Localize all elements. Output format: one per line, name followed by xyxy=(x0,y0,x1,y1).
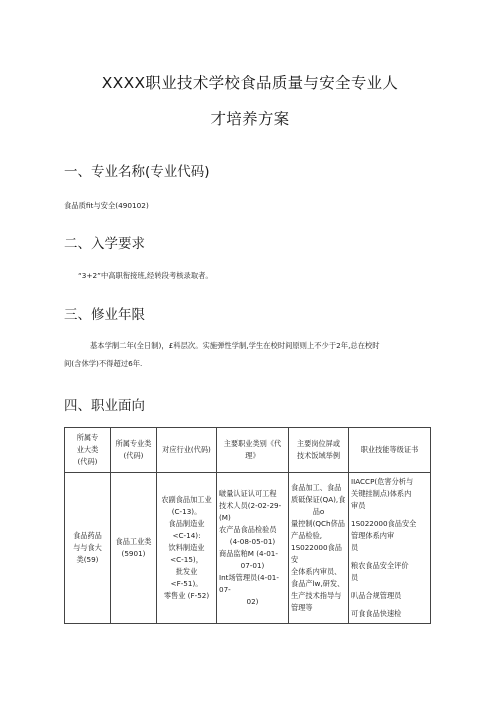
major-name-text: 食品质fit与安全(490102) xyxy=(64,201,149,210)
duration-text-line-2: 间(含休学)不得超过6年. xyxy=(64,359,143,368)
section-heading-occupation: 四、职业面向 xyxy=(64,398,145,414)
cell-job-positions: 食品加工、食品 质砥保证(QA),食 品o 量控制(QCh侪品 产品检验, 1S022000食品安 全体系内审员、 食品产lw,研发、 生产技术指导与 管理等 xyxy=(289,473,349,624)
table-row xyxy=(65,473,431,624)
cell-industry: 农副食品加工业 (C-13)。 食品制造业 <C-14): 饮料制造业 <C-15)， 批发业 <F-51)。 零售业 (F-52) xyxy=(157,473,217,624)
admission-text: “3+2”中高职衔接班,经转段考核录取者。 xyxy=(78,271,213,280)
occupation-table xyxy=(64,427,431,624)
document-title-line-1: XXXX职业技术学校食品质量与安全专业人 xyxy=(101,74,399,92)
cell-major-category: 食品药品 与与食大 类(59) xyxy=(65,473,111,624)
section-heading-major-name: 一、专业名称(专业代码) xyxy=(64,164,210,180)
header-major-category: 所属专 业大类 (代码) xyxy=(65,428,111,473)
section-heading-duration: 三、修业年限 xyxy=(64,307,145,323)
table-header-row xyxy=(65,428,431,473)
header-job-positions: 主要岗位屏或 技术饭域举例 xyxy=(289,428,349,473)
header-occupation-category: 主要职业类别《代 理》 xyxy=(217,428,289,473)
cell-major-class: 食品工业类 (5901) xyxy=(111,473,157,624)
header-major-class: 所属专业类 (代码) xyxy=(111,428,157,473)
cell-occupation-category: 啵量认证认可工程 技术人员(2-02-29- (M) 农产品食品检验员 (4-08-05-01) 商品监粕M (4-01- 07-01) Int场管理员(4-01-07- 02) xyxy=(217,473,289,624)
section-heading-admission: 二、入学要求 xyxy=(64,236,145,252)
header-certificates: 职业技能等级证书 xyxy=(349,428,431,473)
document-title-line-2: 才培养方案 xyxy=(210,110,290,128)
cell-certificates: IIACCP(危害分析与 关键挂制点)体系内 审员 1S022000食品安全 管理体系内审 员 粮农食品安全评价 员 叭品合规管理员 可食食品快速检 xyxy=(349,473,431,624)
header-industry: 对应行业(代码) xyxy=(157,428,217,473)
duration-text-line-1: 基本学制二年(全日制)，£科层次。实施弹性学制,学生在校时间原则上不少于2年,总在校时 xyxy=(90,341,380,350)
